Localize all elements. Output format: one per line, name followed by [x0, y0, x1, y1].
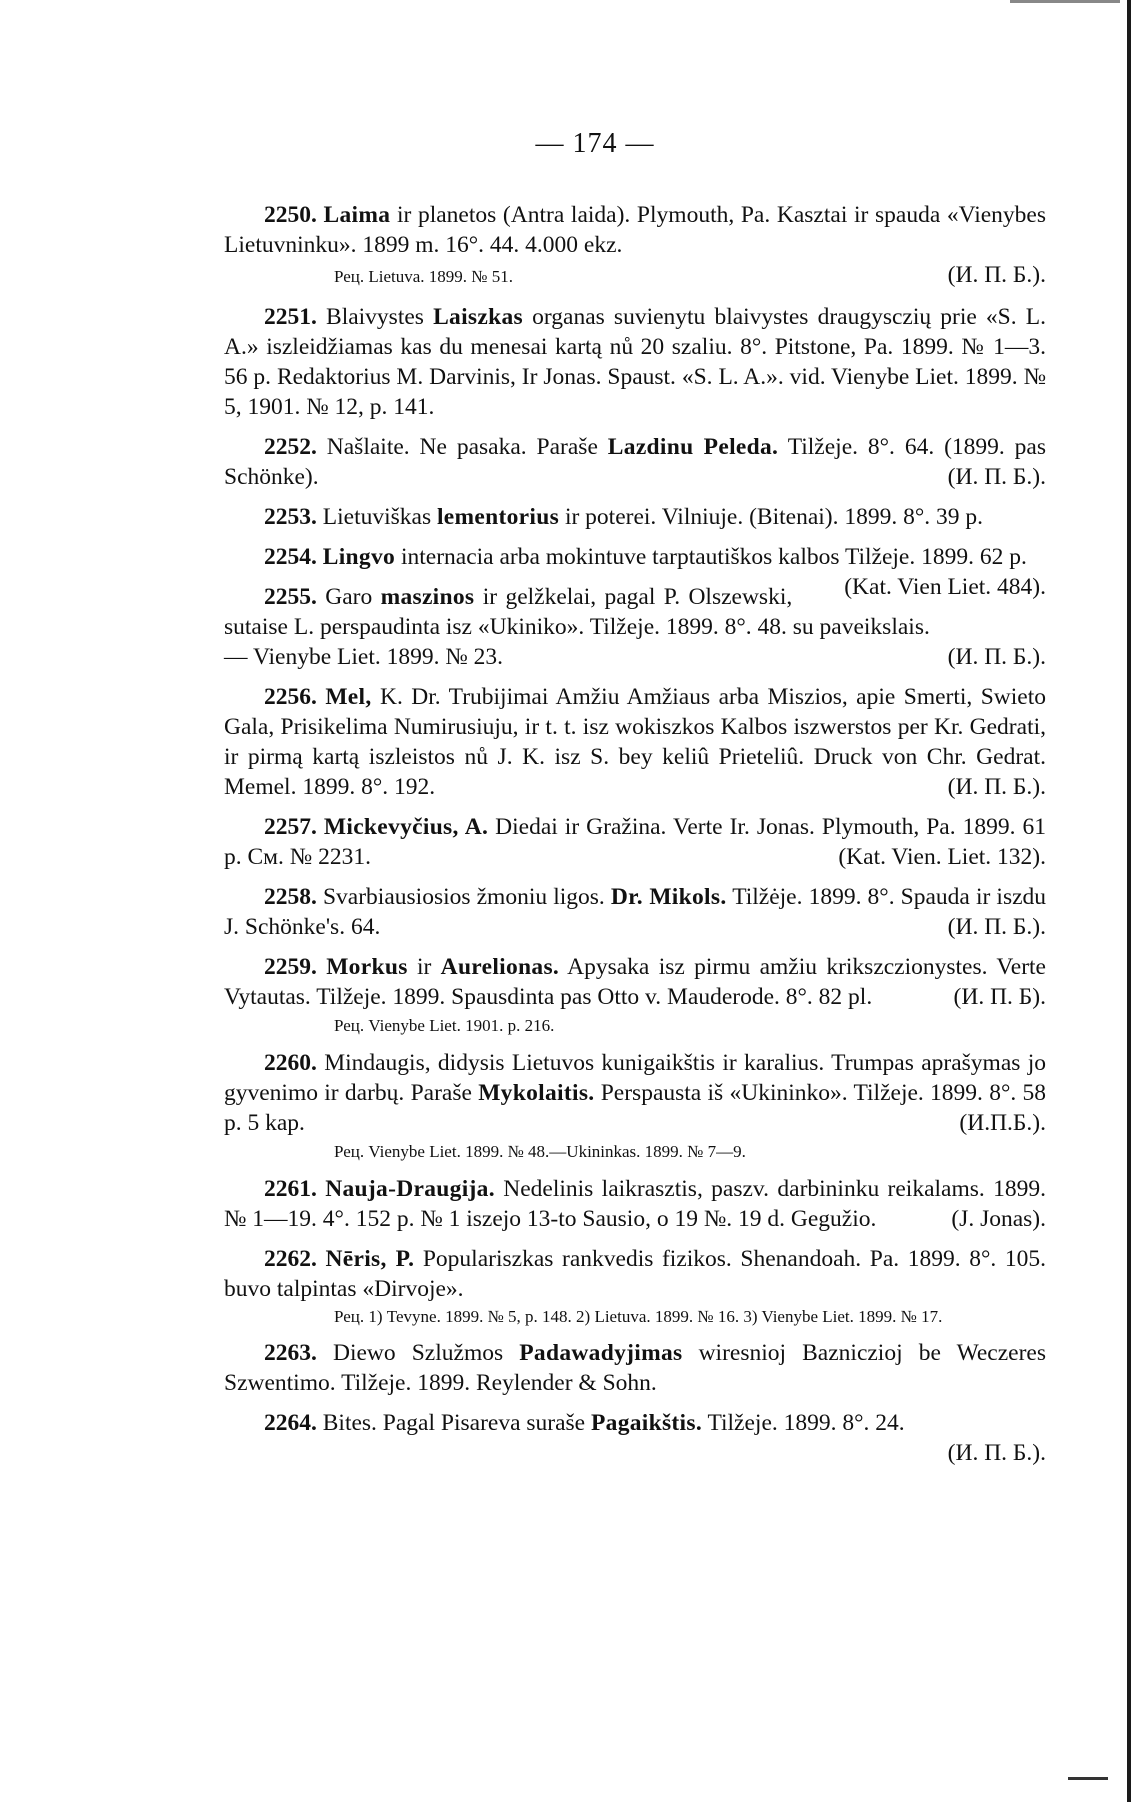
entry-number: 2263.	[264, 1340, 317, 1366]
source-code: (И. П. Б.).	[947, 1440, 1046, 1466]
entry-2257	[224, 812, 1046, 872]
entry-title: maszinos	[380, 584, 475, 610]
entry-2261	[224, 1174, 1046, 1234]
entry-title: Lingvo	[322, 544, 396, 570]
source-code: (И. П. Б).	[953, 984, 1046, 1010]
entry-text-2: Perspausta iš «Ukininko». Tilžeje. 1899. 8°. 58 p. 5 kap.	[224, 1080, 1047, 1136]
page-edge-rule	[1127, 0, 1131, 1802]
entry-pre: Bites. Pagal Pisareva suraše	[322, 1410, 586, 1436]
entry-title: Laiszkas	[433, 304, 523, 330]
entry-2263	[224, 1338, 1046, 1398]
entry-number: 2264.	[264, 1410, 317, 1436]
entry-title: lementorius	[436, 504, 560, 530]
source-code: (И. П. Б.).	[947, 644, 1046, 670]
entry-2252	[224, 432, 1046, 492]
entry-text: Nedelinis laikrasztis, paszv. darbininku reikalams. 1899. № 1—19. 4°. 152 p. № 1 iszejo 13-to Sausio, o 19 №. 19 d. Gegužio.	[224, 1176, 1047, 1232]
entry-text: ir gelžkelai, pagal P. Olszewski, sutaise L. perspaudinta isz «Ukiniko». Tilžeje. 1899. 8°. 48. su paveikslais.	[224, 584, 930, 640]
entry-2260	[224, 1048, 1046, 1164]
source-code: (J. Jonas).	[951, 1206, 1046, 1232]
entry-number: 2250.	[264, 202, 317, 228]
entry-title: Pagaikštis.	[590, 1410, 703, 1436]
entry-title: Padawadyjimas	[519, 1340, 683, 1366]
source-code: (И. П. Б.).	[947, 262, 1046, 288]
entry-2253	[224, 502, 1046, 532]
entry-title: Mickevyčius, A.	[323, 814, 489, 840]
source-code: (Kat. Vien. Liet. 132).	[838, 844, 1046, 870]
entry-text: Tilžėje. 1899. 8°. Spauda ir iszdu J. Schönke's. 64.	[224, 884, 1047, 940]
entry-number: 2261.	[264, 1176, 317, 1202]
entry-text: internacia arba mokintuve tarptautiškos kalbos Tilžeje. 1899. 62 p.	[400, 544, 1027, 570]
source-code: (И. П. Б.).	[947, 914, 1046, 940]
source-code: (И. П. Б.).	[947, 774, 1046, 800]
entry-number: 2254.	[264, 544, 317, 570]
entry-pre: Blaivystes	[326, 304, 424, 330]
bibliography-list	[224, 200, 1046, 1468]
entry-number: 2260.	[264, 1050, 317, 1076]
entry-2258	[224, 882, 1046, 942]
entry-text: organas suvienytu blaivystes draugysczių prie «S. L. A.» iszleidžiamas kas du menesai kartą nů 20 szaliu. 8°. Pitstone, Pa. 1899. № 1—3. 56 p. Redaktorius M. Darvinis, Ir Jonas. Spaust. «S. L. A.». vid. Vienybe Liet. 1899. № 5, 1901. № 12, p. 141.	[224, 304, 1046, 420]
entry-title: Mel,	[325, 684, 372, 710]
entry-title: Lazdinu Peleda.	[607, 434, 779, 460]
entry-text: ir poterei. Vilniuje. (Bitenai). 1899. 8°. 39 p.	[564, 504, 984, 530]
source-code: (Kat. Vien Liet. 484).	[844, 574, 1046, 600]
review-reference: Рец. 1) Tevyne. 1899. № 5, p. 148. 2) Lietuva. 1899. № 16. 3) Vienybe Liet. 1899. № 17.	[334, 1307, 943, 1326]
entry-text: Tilžeje. 8°. 64. (1899. pas Schönke).	[224, 434, 1047, 490]
entry-number: 2257.	[264, 814, 317, 840]
entry-number: 2255.	[264, 584, 317, 610]
review-reference: Рец. Vienybe Liet. 1901. p. 216.	[334, 1016, 555, 1035]
top-edge-mark	[1010, 0, 1120, 3]
entry-text: Populariszkas rankvedis fizikos. Shenandoah. Pa. 1899. 8°. 105. buvo talpintas «Dirvoje».	[224, 1246, 1046, 1302]
entry-pre: Diewo Szlužmos	[332, 1340, 504, 1366]
entry-text-2: — Vienybe Liet. 1899. № 23.	[224, 644, 504, 670]
review-reference: Рец. Lietuva. 1899. № 51.	[334, 267, 514, 286]
entry-pre: Svarbiausiosios žmoniu ligos.	[322, 884, 605, 910]
entry-pre: Garo	[325, 584, 373, 610]
entry-2259	[224, 952, 1046, 1038]
entry-2250	[224, 200, 1046, 292]
entry-title: Morkus	[326, 954, 408, 980]
entry-number: 2251.	[264, 304, 317, 330]
entry-text: Tilžeje. 1899. 8°. 24.	[707, 1410, 905, 1436]
entry-2262	[224, 1244, 1046, 1328]
entry-number: 2253.	[264, 504, 317, 530]
entry-number: 2256.	[264, 684, 317, 710]
entry-title: Mykolaitis.	[478, 1080, 595, 1106]
review-reference: Рец. Vienybe Liet. 1899. № 48.—Ukininkas. 1899. № 7—9.	[334, 1142, 746, 1161]
entry-2251	[224, 302, 1046, 422]
entry-number: 2259.	[264, 954, 317, 980]
bottom-edge-mark	[1068, 1777, 1108, 1780]
page-number: — 174 —	[535, 128, 655, 159]
entry-text: ir planetos (Antra laida). Plymouth, Pa. Kasztai ir spauda «Vienybes Lietuvninku». 1899 m. 16°. 44. 4.000 ekz.	[224, 202, 1047, 258]
source-code: (И.П.Б.).	[959, 1110, 1046, 1136]
entry-text: K. Dr. Trubijimai Amžiu Amžiaus arba Miszios, apie Smerti, Swieto Gala, Prisikelima Numirusiuju, ir t. t. isz wokiszkos Kalbos iszwerstos per Kr. Gedrati, ir pirmą kartą iszleistos nů J. K. isz S. bey keliû Prieteliû. Druck von Chr. Gedrat. Memel. 1899. 8°. 192.	[224, 684, 1047, 800]
entry-pre: Lietuviškas	[322, 504, 432, 530]
entry-title: Nēris, P.	[325, 1246, 415, 1272]
entry-text: Diedai ir Gražina. Verte Ir. Jonas. Plymouth, Pa. 1899. 61 p. См. № 2231.	[224, 814, 1046, 870]
entry-text: wiresnioj Baznicziој be Weczeres Szwentimo. Tilžeje. 1899. Reylender & Sohn.	[224, 1340, 1047, 1396]
entry-number: 2262.	[264, 1246, 317, 1272]
entry-title: Laima	[323, 202, 391, 228]
entry-number: 2258.	[264, 884, 317, 910]
entry-number: 2252.	[264, 434, 317, 460]
entry-title: Nauja-Draugija.	[325, 1176, 495, 1202]
entry-pre: Našlaite. Ne pasaka. Paraše	[326, 434, 598, 460]
entry-text: Apysaka isz pirmu amžiu krikszczionystes. Verte Vytautas. Tilžeje. 1899. Spausdinta pas Otto v. Mauderode. 8°. 82 pl.	[224, 954, 1046, 1010]
entry-mid: ir	[416, 954, 432, 980]
entry-title-2: Aurelionas.	[440, 954, 560, 980]
entry-text: Mindaugis, didysis Lietuvos kunigaikštis ir karalius. Trumpas aprašymas jo gyvenimo ir darbų. Paraše	[224, 1050, 1046, 1106]
entry-title: Dr. Mikols.	[610, 884, 727, 910]
entry-2256	[224, 682, 1046, 802]
entry-2264	[224, 1408, 1046, 1466]
source-code: (И. П. Б.).	[947, 464, 1046, 490]
